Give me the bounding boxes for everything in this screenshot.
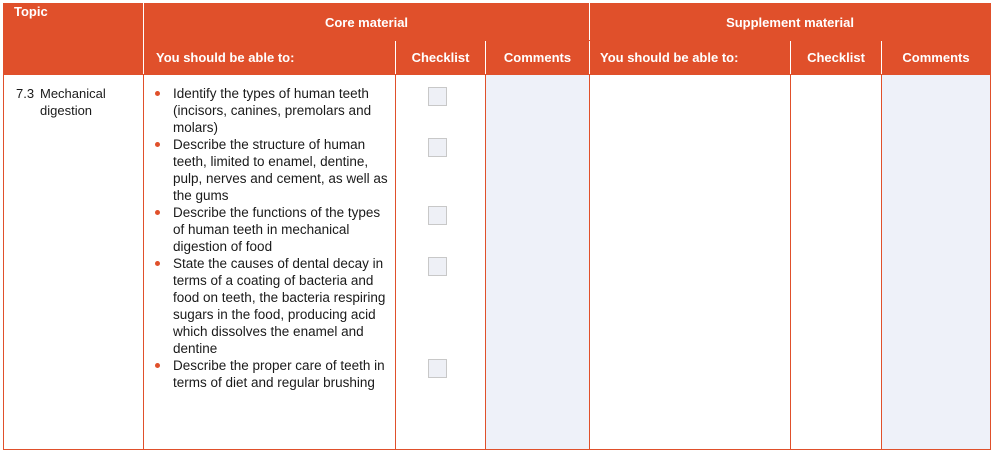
supp-comments-header: Comments [882, 41, 991, 75]
objective-item [152, 136, 389, 204]
core-you-should-header: You should be able to: [144, 41, 396, 75]
core-comments-header: Comments [486, 41, 590, 75]
objective-item [152, 85, 389, 136]
supp-comments-cell[interactable] [882, 75, 991, 450]
objective-text: Identify the types of human teeth (incisors, canines, premolars and molars) [173, 86, 372, 135]
checklist-checkbox[interactable] [428, 87, 447, 106]
bullet-icon [155, 91, 160, 96]
supplement-material-header: Supplement material [590, 4, 991, 41]
supp-checklist-header: Checklist [791, 41, 882, 75]
core-material-header: Core material [144, 4, 590, 41]
core-objectives-list [152, 85, 389, 391]
checklist-checkbox[interactable] [428, 206, 447, 225]
objective-item [152, 204, 389, 255]
bullet-icon [155, 210, 160, 215]
checklist-checkbox[interactable] [428, 359, 447, 378]
bullet-icon [155, 261, 160, 266]
objective-item [152, 357, 389, 391]
objective-text: State the causes of dental decay in terms of a coating of bacteria and food on teeth, the bacteria respiring sugars in the food, producing acid which dissolves the enamel and dentine [173, 256, 386, 356]
topic-cell [4, 75, 144, 450]
core-checklist-cell [396, 75, 486, 450]
supp-objectives-cell [590, 75, 791, 450]
topic-number: 7.3 [16, 86, 35, 101]
checklist-table-container [3, 3, 990, 441]
core-comments-cell[interactable] [486, 75, 590, 450]
table-row [4, 75, 991, 450]
bullet-icon [155, 363, 160, 368]
objective-text: Describe the functions of the types of human teeth in mechanical digestion of food [173, 205, 381, 254]
objective-text: Describe the proper care of teeth in terms of diet and regular brushing [173, 358, 385, 390]
checklist-checkbox[interactable] [428, 138, 447, 157]
checklist-checkbox[interactable] [428, 257, 447, 276]
core-checklist-header: Checklist [396, 41, 486, 75]
core-objectives-cell [144, 75, 396, 450]
topic-header: Topic [4, 4, 144, 75]
objective-item [152, 255, 389, 357]
bullet-icon [155, 142, 160, 147]
topic-name: Mechanical digestion [40, 86, 106, 118]
supp-checklist-cell [791, 75, 882, 450]
checklist-table [3, 3, 991, 450]
objective-text: Describe the structure of human teeth, limited to enamel, dentine, pulp, nerves and cement, as well as the gums [173, 137, 388, 203]
supp-you-should-header: You should be able to: [590, 41, 791, 75]
